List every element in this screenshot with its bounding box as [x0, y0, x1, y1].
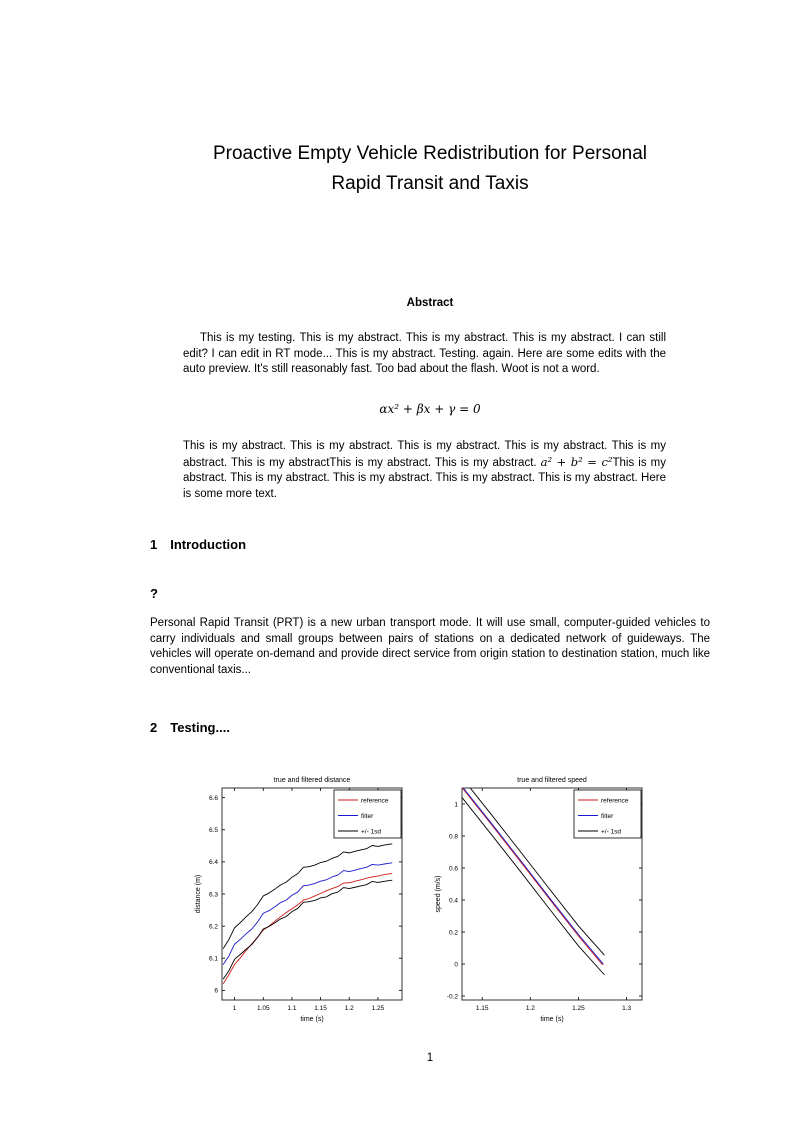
svg-text:6.5: 6.5: [208, 827, 218, 835]
section-2-title: Testing....: [170, 720, 230, 735]
svg-text:filter: filter: [361, 812, 374, 820]
svg-text:0.8: 0.8: [448, 833, 458, 841]
svg-text:1.2: 1.2: [344, 1005, 354, 1012]
svg-text:6.1: 6.1: [208, 955, 218, 963]
section-1-number: 1: [150, 537, 158, 552]
svg-text:0: 0: [454, 961, 458, 969]
svg-text:+/- 1sd: +/- 1sd: [601, 828, 622, 836]
section-1-heading: [150, 537, 246, 552]
svg-text:1: 1: [232, 1005, 237, 1012]
svg-text:1.25: 1.25: [572, 1005, 585, 1012]
svg-text:0.4: 0.4: [448, 897, 458, 905]
svg-text:0.6: 0.6: [448, 865, 458, 873]
svg-text:speed (m/s): speed (m/s): [435, 875, 442, 913]
svg-text:1.3: 1.3: [622, 1005, 632, 1012]
abstract-paragraph-2: [183, 439, 666, 502]
page-number: 1: [426, 1052, 434, 1064]
svg-text:1.25: 1.25: [371, 1005, 385, 1012]
svg-text:6.4: 6.4: [208, 859, 218, 867]
abstract-paragraph-2-text-cont: This is my abstract. This is my abstract. This is my abstract. This is my abstract. This is my abstract. Here is some more text.: [183, 456, 667, 500]
svg-text:true and filtered distance: true and filtered distance: [273, 777, 351, 784]
figure-distance-plot: [190, 770, 415, 1030]
svg-text:distance (m): distance (m): [195, 874, 202, 914]
intro-paragraph: Personal Rapid Transit (PRT) is a new urban transport mode. It will use small, computer-guided vehicles to carry individuals and small groups between pairs of stations on a dedicated network of guideways. The vehicles will operate on-demand and provide direct service from origin station to destination station, much like conventional taxis...: [150, 617, 710, 676]
svg-text:6: 6: [214, 987, 218, 995]
section-1-title: Introduction: [170, 537, 247, 552]
svg-text:1.15: 1.15: [314, 1005, 327, 1012]
abstract-paragraph-1: This is my testing. This is my abstract. This is my abstract. This is my abstract. I can still edit? I can edit in RT mode... This is my abstract. Testing. again. Here are some edits with the auto preview. It's still reasonably fast. Too bad about the flash. Woot is not a word.: [183, 332, 666, 375]
abstract-heading: Abstract: [406, 297, 454, 309]
section-2-heading: [150, 720, 230, 735]
paper-title: [150, 139, 710, 199]
svg-text:filter: filter: [601, 812, 614, 820]
svg-text:-0.2: -0.2: [446, 993, 458, 1001]
svg-text:reference: reference: [361, 797, 389, 805]
paper-title-line1: Proactive Empty Vehicle Redistribution for Personal: [212, 143, 648, 164]
svg-text:+/- 1sd: +/- 1sd: [361, 828, 382, 836]
paper-title-line2: Rapid Transit and Taxis: [331, 173, 529, 194]
svg-text:time (s): time (s): [540, 1016, 564, 1023]
abstract-paragraph-2-text: This is my abstract. This is my abstract. This is my abstract. This is my abstract. This is my abstract. This is my abstractThis is my abstract. This is my abstract.: [183, 440, 666, 469]
figure-speed-plot: [430, 770, 655, 1030]
svg-text:0.2: 0.2: [448, 929, 458, 937]
display-equation: αx² + βx + γ = 0: [379, 402, 481, 416]
svg-text:1.2: 1.2: [525, 1005, 535, 1012]
question-mark-paragraph: ?: [150, 586, 158, 601]
svg-text:6.2: 6.2: [208, 923, 218, 931]
svg-text:1.05: 1.05: [256, 1005, 270, 1012]
svg-text:reference: reference: [601, 797, 629, 805]
svg-text:6.6: 6.6: [208, 794, 218, 802]
svg-text:1.15: 1.15: [475, 1005, 489, 1012]
svg-text:1: 1: [454, 801, 458, 809]
svg-text:time (s): time (s): [300, 1016, 324, 1023]
inline-equation: a² + b² = c²: [540, 454, 613, 469]
section-2-number: 2: [150, 720, 158, 735]
svg-text:1.1: 1.1: [287, 1005, 297, 1012]
svg-text:true and filtered speed: true and filtered speed: [517, 777, 587, 784]
svg-text:6.3: 6.3: [208, 891, 218, 899]
